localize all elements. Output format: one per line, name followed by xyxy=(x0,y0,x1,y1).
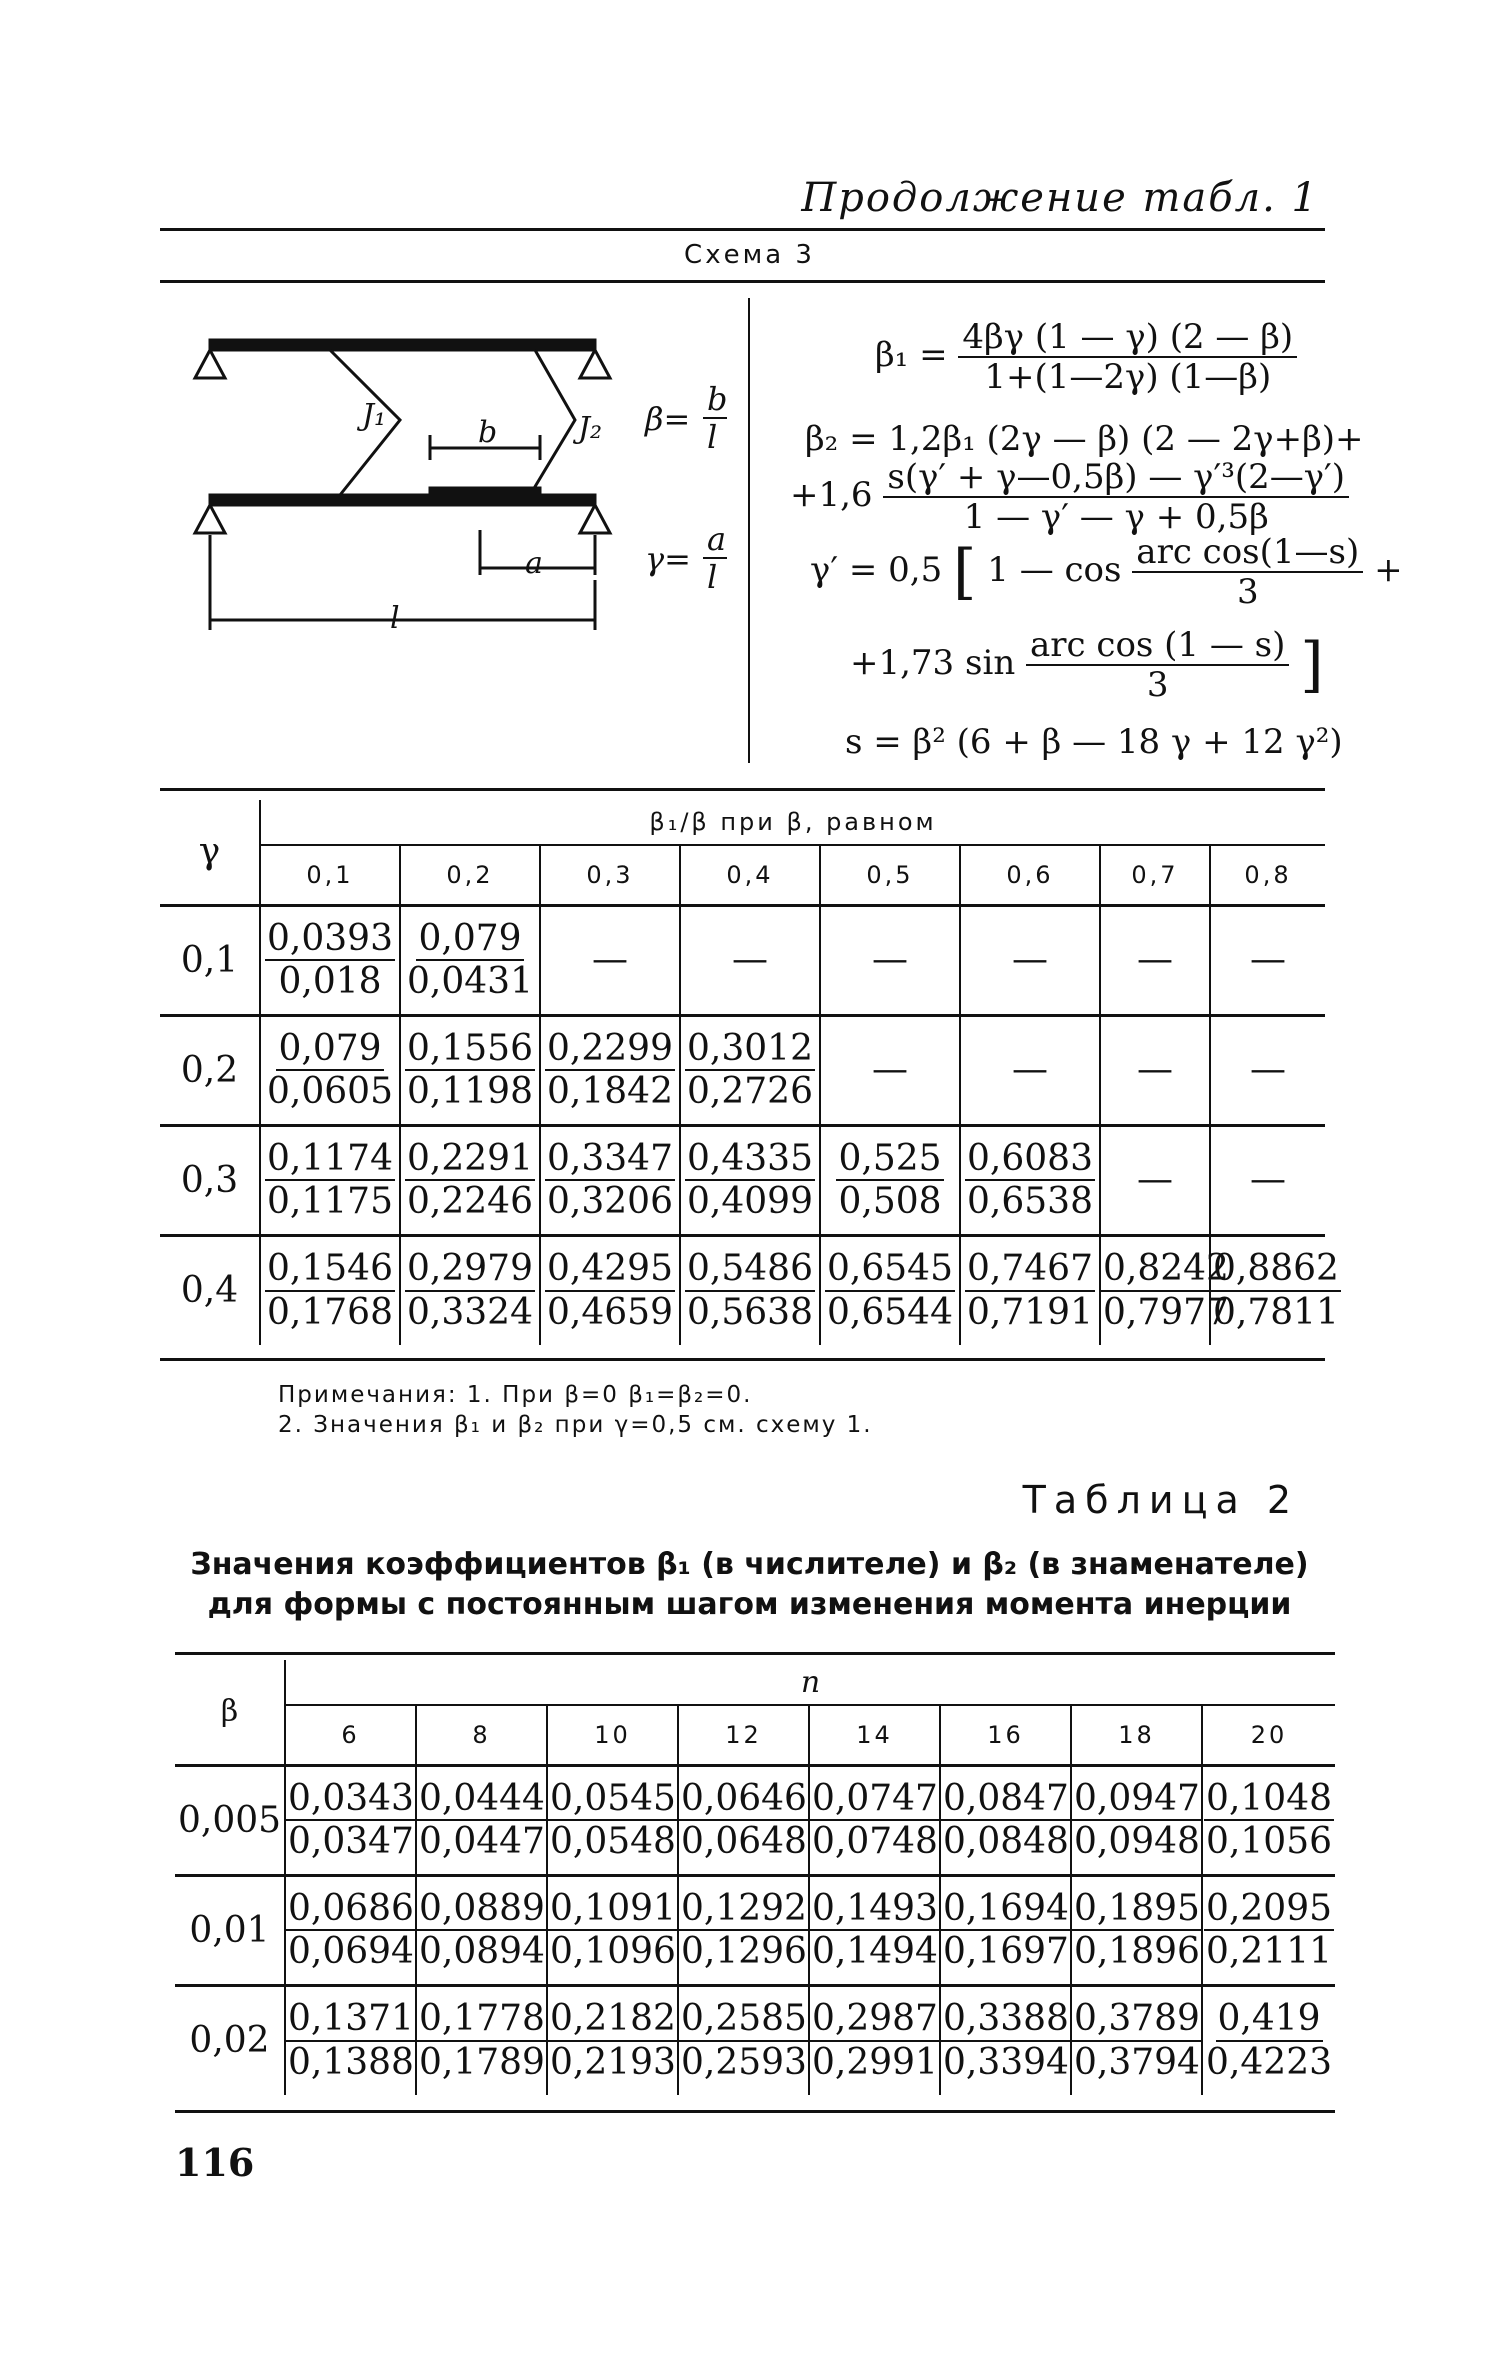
table1-top-rule xyxy=(160,788,1325,791)
cell-denominator: 0,1198 xyxy=(407,1071,533,1112)
table-cell xyxy=(400,1235,540,1345)
cell-denominator: 0,0848 xyxy=(943,1821,1069,1862)
table1-row-header: γ xyxy=(198,831,221,873)
cell-numerator: 0,8242 xyxy=(1101,1248,1231,1291)
table-cell xyxy=(820,1125,960,1235)
cell-denominator: 0,2593 xyxy=(681,2041,807,2083)
table-cell xyxy=(285,1875,416,1985)
cell-denominator: 0,0694 xyxy=(288,1931,414,1972)
table-cell xyxy=(680,905,820,1015)
continued-header: Продолжение табл. 1 xyxy=(801,175,1319,221)
cell-numerator: 0,1292 xyxy=(679,1888,809,1931)
row-label: 0,01 xyxy=(175,1875,285,1985)
table-row xyxy=(175,1985,1335,2095)
table-cell xyxy=(1071,1985,1202,2095)
table-cell xyxy=(540,1235,680,1345)
table1-bottom-rule xyxy=(160,1358,1325,1361)
scheme-rule xyxy=(160,280,1325,283)
table1-col-header: 0,2 xyxy=(400,845,540,905)
table1-col-header: 0,1 xyxy=(260,845,400,905)
table1-notes xyxy=(278,1380,873,1440)
scheme-label: Схема 3 xyxy=(684,240,815,270)
note-2: 2. Значения β₁ и β₂ при γ=0,5 см. схему 1. xyxy=(278,1412,873,1438)
cell-numerator: 0,079 xyxy=(416,918,523,961)
cell-denominator: 0,1697 xyxy=(943,1931,1069,1972)
cell-dash: — xyxy=(1250,939,1286,981)
cell-denominator: 0,5638 xyxy=(687,1291,813,1333)
cell-numerator: 0,3388 xyxy=(941,1998,1071,2041)
table-cell xyxy=(1210,905,1325,1015)
cell-dash: — xyxy=(592,939,628,981)
beta-def-den: l xyxy=(707,418,718,456)
cell-numerator: 0,0545 xyxy=(548,1778,678,1821)
table-cell xyxy=(678,1985,809,2095)
cell-numerator: 0,2979 xyxy=(405,1248,535,1291)
row-label: 0,1 xyxy=(160,905,260,1015)
cell-numerator: 0,1546 xyxy=(265,1248,395,1291)
table-cell xyxy=(540,1125,680,1235)
table-cell xyxy=(1210,1015,1325,1125)
table-cell xyxy=(680,1015,820,1125)
table2-col-header: 16 xyxy=(940,1705,1071,1765)
cell-numerator: 0,2299 xyxy=(545,1028,675,1071)
cell-numerator: 0,3347 xyxy=(545,1138,675,1181)
cell-numerator: 0,1556 xyxy=(405,1028,535,1071)
formula-s: s = β² (6 + β — 18 γ + 12 γ²) xyxy=(845,722,1343,762)
cell-dash: — xyxy=(1250,1049,1286,1091)
label-j2: J₂ xyxy=(578,411,603,446)
cell-denominator: 0,4659 xyxy=(547,1291,673,1333)
table-cell xyxy=(1100,1235,1229,1345)
cell-numerator: 0,4335 xyxy=(685,1138,815,1181)
cell-denominator: 0,4223 xyxy=(1206,2041,1333,2083)
cell-denominator: 0,1842 xyxy=(547,1071,673,1112)
gamma-def-den: l xyxy=(707,558,718,596)
table-cell xyxy=(960,905,1100,1015)
cell-denominator: 0,7811 xyxy=(1213,1291,1339,1333)
support-right-upper xyxy=(580,350,610,378)
table-cell xyxy=(1202,1985,1335,2095)
formula-beta1: β₁ = $\frac{4\beta\gamma (1 — \gamma) (2 — \beta)}{1+(1—2\gamma) (1—\beta)}$ xyxy=(875,320,1297,394)
cell-numerator: 0,0393 xyxy=(265,918,395,961)
cell-denominator: 0,7977 xyxy=(1103,1291,1229,1333)
table-cell xyxy=(1210,1235,1339,1345)
cell-numerator: 0,1174 xyxy=(265,1138,395,1181)
cell-denominator: 0,2726 xyxy=(687,1071,813,1112)
table-cell xyxy=(1210,1125,1325,1235)
cell-numerator: 0,2585 xyxy=(679,1998,809,2041)
row-label: 0,02 xyxy=(175,1985,285,2095)
table1-col-header: 0,5 xyxy=(820,845,960,905)
cell-dash: — xyxy=(1012,939,1048,981)
cell-denominator: 0,0605 xyxy=(267,1071,393,1112)
cell-numerator: 0,0343 xyxy=(286,1778,416,1821)
table2-col-header: 8 xyxy=(416,1705,547,1765)
cell-denominator: 0,6538 xyxy=(967,1181,1093,1222)
table-cell xyxy=(547,1985,678,2095)
table-cell xyxy=(940,1765,1071,1875)
table-cell xyxy=(260,1235,400,1345)
label-l: l xyxy=(390,601,400,636)
cell-denominator: 0,2193 xyxy=(550,2041,676,2083)
table-cell xyxy=(260,905,400,1015)
cell-numerator: 0,3012 xyxy=(685,1028,815,1071)
table1-col-header: 0,7 xyxy=(1100,845,1210,905)
cell-denominator: 0,3394 xyxy=(943,2041,1069,2083)
cell-denominator: 0,3206 xyxy=(547,1181,673,1222)
table-cell xyxy=(260,1015,400,1125)
cell-numerator: 0,6083 xyxy=(965,1138,1095,1181)
cell-denominator: 0,2111 xyxy=(1206,1931,1333,1972)
table-row xyxy=(175,1765,1335,1875)
support-left-lower xyxy=(195,505,225,533)
cell-dash: — xyxy=(1137,1049,1173,1091)
cell-denominator: 0,0548 xyxy=(550,1821,676,1862)
cell-denominator: 0,0948 xyxy=(1074,1821,1200,1862)
cell-denominator: 0,508 xyxy=(838,1181,942,1222)
table-cell xyxy=(809,1765,940,1875)
cell-numerator: 0,0646 xyxy=(679,1778,809,1821)
table-cell xyxy=(940,1985,1071,2095)
table-row xyxy=(160,905,1325,1015)
cell-dash: — xyxy=(872,939,908,981)
cell-numerator: 0,1371 xyxy=(286,1998,416,2041)
formula-beta2-line2: +1,6 $\frac{\text{s(γ′ + γ—0,5β) — γ′³(2—γ′)}}{1 — \gamma' — \gamma + 0,5\beta}$ xyxy=(790,460,1349,534)
cell-denominator: 0,1056 xyxy=(1206,1821,1333,1862)
table2-column-headers xyxy=(175,1705,1335,1765)
table-cell xyxy=(678,1875,809,1985)
table-cell xyxy=(540,1015,680,1125)
table2-label: Таблица 2 xyxy=(1022,1478,1299,1522)
cell-denominator: 0,0431 xyxy=(407,961,533,1002)
cell-numerator: 0,0889 xyxy=(417,1888,547,1931)
cell-denominator: 0,1789 xyxy=(419,2041,545,2083)
cell-dash: — xyxy=(1250,1159,1286,1201)
table1-col-header: 0,8 xyxy=(1210,845,1325,905)
table2-group-header: n xyxy=(285,1660,1335,1705)
cell-numerator: 0,1895 xyxy=(1072,1888,1202,1931)
cell-denominator: 0,1175 xyxy=(267,1181,393,1222)
cell-dash: — xyxy=(1012,1049,1048,1091)
cell-denominator: 0,6544 xyxy=(827,1291,953,1333)
row-label: 0,3 xyxy=(160,1125,260,1235)
table-cell xyxy=(540,905,680,1015)
cell-denominator: 0,1388 xyxy=(288,2041,414,2083)
table-cell xyxy=(680,1125,820,1235)
beam-scheme-diagram xyxy=(190,320,770,660)
beta-def-num: b xyxy=(707,380,728,418)
table2-bottom-rule xyxy=(175,2110,1335,2113)
cell-numerator: 0,2987 xyxy=(810,1998,940,2041)
cell-denominator: 0,018 xyxy=(278,961,382,1002)
table-cell xyxy=(809,1875,940,1985)
cell-denominator: 0,4099 xyxy=(687,1181,813,1222)
cell-denominator: 0,1768 xyxy=(267,1291,393,1333)
cell-numerator: 0,6545 xyxy=(825,1248,955,1291)
cell-denominator: 0,3324 xyxy=(407,1291,533,1333)
table1-col-header: 0,4 xyxy=(680,845,820,905)
cell-denominator: 0,2246 xyxy=(407,1181,533,1222)
cell-numerator: 0,0686 xyxy=(286,1888,416,1931)
cell-numerator: 0,0947 xyxy=(1072,1778,1202,1821)
row-label: 0,005 xyxy=(175,1765,285,1875)
table-row xyxy=(175,1875,1335,1985)
table2 xyxy=(175,1660,1335,2095)
table-cell xyxy=(940,1875,1071,1985)
row-label: 0,2 xyxy=(160,1015,260,1125)
table-cell xyxy=(547,1875,678,1985)
formula-beta2-line1: β₂ = 1,2β₁ (2γ — β) (2 — 2γ+β)+ xyxy=(805,419,1364,459)
table2-col-header: 20 xyxy=(1202,1705,1335,1765)
table-cell xyxy=(678,1765,809,1875)
cell-numerator: 0,3789 xyxy=(1072,1998,1202,2041)
table-cell xyxy=(820,905,960,1015)
cell-dash: — xyxy=(732,939,768,981)
table-cell xyxy=(809,1985,940,2095)
cell-numerator: 0,2291 xyxy=(405,1138,535,1181)
support-right-lower xyxy=(580,505,610,533)
cell-denominator: 0,0894 xyxy=(419,1931,545,1972)
table-cell xyxy=(960,1125,1100,1235)
table-cell xyxy=(1100,1125,1210,1235)
cell-numerator: 0,8862 xyxy=(1211,1248,1341,1291)
table-cell xyxy=(285,1765,416,1875)
cell-denominator: 0,1494 xyxy=(812,1931,938,1972)
table-cell xyxy=(820,1235,960,1345)
table2-col-header: 14 xyxy=(809,1705,940,1765)
label-b: b xyxy=(478,415,498,450)
row-label: 0,4 xyxy=(160,1235,260,1345)
table-cell xyxy=(400,1125,540,1235)
note-1: Примечания: 1. При β=0 β₁=β₂=0. xyxy=(278,1382,753,1408)
table-cell xyxy=(820,1015,960,1125)
cell-numerator: 0,2182 xyxy=(548,1998,678,2041)
gamma-def-lhs: γ= xyxy=(645,540,691,578)
table1 xyxy=(160,800,1339,1345)
cell-denominator: 0,1096 xyxy=(550,1931,676,1972)
table-cell xyxy=(1100,1015,1210,1125)
table-cell xyxy=(400,1015,540,1125)
top-rule xyxy=(160,228,1325,231)
table-cell xyxy=(960,1235,1100,1345)
table2-col-header: 12 xyxy=(678,1705,809,1765)
cell-numerator: 0,079 xyxy=(276,1028,383,1071)
table-cell xyxy=(400,905,540,1015)
table-cell xyxy=(680,1235,820,1345)
cell-numerator: 0,1091 xyxy=(548,1888,678,1931)
cell-denominator: 0,0748 xyxy=(812,1821,938,1862)
cell-numerator: 0,7467 xyxy=(965,1248,1095,1291)
load-segment xyxy=(430,488,540,496)
table-cell xyxy=(260,1125,400,1235)
cell-denominator: 0,2991 xyxy=(812,2041,938,2083)
cell-numerator: 0,1048 xyxy=(1204,1778,1334,1821)
table1-group-header: β₁/β при β, равном xyxy=(260,800,1325,845)
table1-col-header: 0,3 xyxy=(540,845,680,905)
cell-denominator: 0,1296 xyxy=(681,1931,807,1972)
table1-col-header: 0,6 xyxy=(960,845,1100,905)
table2-row-header: β xyxy=(220,1694,239,1730)
table2-col-header: 10 xyxy=(547,1705,678,1765)
table2-caption: Значения коэффициентов β₁ (в числителе) и β₂ (в знаменателе) для формы с постоянным шагом изменения момента инерции xyxy=(190,1547,1309,1622)
hanger-j2 xyxy=(530,350,575,495)
table-cell xyxy=(1071,1765,1202,1875)
formula-sin-term: +1,73 sin $\frac{\text{arc cos (1 — s)}}{3}$ ] xyxy=(850,625,1324,705)
cell-numerator: 0,0444 xyxy=(417,1778,547,1821)
table-row xyxy=(160,1015,1325,1125)
upper-beam xyxy=(210,340,595,350)
table1-column-headers xyxy=(160,845,1325,905)
cell-numerator: 0,4295 xyxy=(545,1248,675,1291)
label-j1: J₁ xyxy=(362,398,387,433)
cell-numerator: 0,1694 xyxy=(941,1888,1071,1931)
cell-numerator: 0,0747 xyxy=(810,1778,940,1821)
cell-denominator: 0,1896 xyxy=(1074,1931,1200,1972)
cell-numerator: 0,1778 xyxy=(417,1998,547,2041)
beta-def-lhs: β= xyxy=(645,400,691,438)
table-cell xyxy=(416,1765,547,1875)
table-row xyxy=(160,1235,1325,1345)
scheme-divider xyxy=(748,298,750,763)
table-cell xyxy=(416,1985,547,2095)
cell-denominator: 0,0447 xyxy=(419,1821,545,1862)
table-cell xyxy=(547,1765,678,1875)
cell-numerator: 0,2095 xyxy=(1204,1888,1334,1931)
table-cell xyxy=(285,1985,416,2095)
table-cell xyxy=(1202,1765,1335,1875)
cell-denominator: 0,3794 xyxy=(1074,2041,1200,2083)
cell-numerator: 0,5486 xyxy=(685,1248,815,1291)
table-cell xyxy=(1071,1875,1202,1985)
table2-top-rule xyxy=(175,1652,1335,1655)
cell-numerator: 0,525 xyxy=(836,1138,943,1181)
formula-gamma-prime: γ′ = 0,5 [ 1 — cos $\frac{\text{arc cos(1—s)}}{3}$ + xyxy=(810,532,1403,612)
cell-numerator: 0,0847 xyxy=(941,1778,1071,1821)
table-row xyxy=(160,1125,1325,1235)
gamma-def-num: a xyxy=(707,520,727,558)
cell-dash: — xyxy=(1137,939,1173,981)
cell-dash: — xyxy=(1137,1159,1173,1201)
support-left-upper xyxy=(195,350,225,378)
label-a: a xyxy=(525,546,543,581)
table-cell xyxy=(416,1875,547,1985)
cell-denominator: 0,0347 xyxy=(288,1821,414,1862)
table-cell xyxy=(1100,905,1210,1015)
table-cell xyxy=(960,1015,1100,1125)
page-number: 116 xyxy=(175,2140,255,2185)
cell-denominator: 0,7191 xyxy=(967,1291,1093,1333)
cell-denominator: 0,0648 xyxy=(681,1821,807,1862)
table2-col-header: 6 xyxy=(285,1705,416,1765)
table2-col-header: 18 xyxy=(1071,1705,1202,1765)
cell-dash: — xyxy=(872,1049,908,1091)
table-cell xyxy=(1202,1875,1335,1985)
cell-numerator: 0,1493 xyxy=(810,1888,940,1931)
cell-numerator: 0,419 xyxy=(1216,1998,1323,2041)
